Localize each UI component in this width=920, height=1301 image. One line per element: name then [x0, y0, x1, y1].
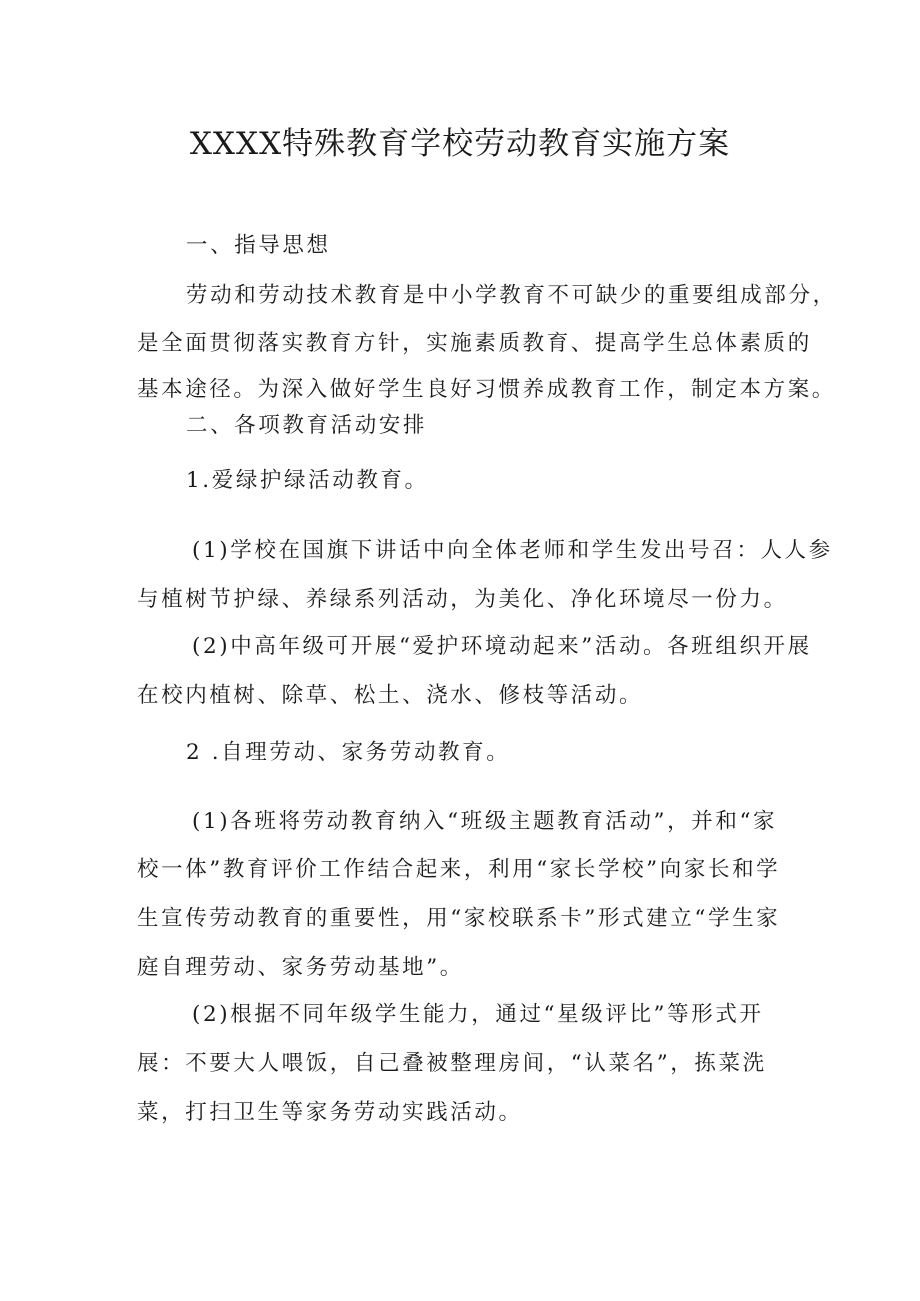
item1-sub1-line: 与植树节护绿、养绿系列活动，为美化、净化环境尽一份力。: [137, 587, 788, 612]
item2-sub2-line: (2)根据不同年级学生能力，通过“星级评比”等形式开: [192, 1002, 764, 1027]
item2-sub2-line: 菜，打扫卫生等家务劳动实践活动。: [137, 1100, 523, 1125]
item2-heading: 2 .自理劳动、家务劳动教育。: [186, 740, 511, 765]
item2-sub1-line: 生宣传劳动教育的重要性，用“家校联系卡”形式建立“学生家: [137, 906, 781, 931]
item1-heading: 1.爱绿护绿活动教育。: [186, 468, 429, 493]
item2-sub1-line: 庭自理劳动、家务劳动基地”。: [137, 955, 464, 980]
section1-paragraph-line: 基本途径。为深入做好学生良好习惯养成教育工作，制定本方案。: [137, 377, 836, 402]
item2-sub1-line: (1)各班将劳动教育纳入“班级主题教育活动”，并和“家: [192, 809, 778, 834]
section2-heading: 二、各项教育活动安排: [186, 413, 428, 438]
document-title: XXXX特殊教育学校劳动教育实施方案: [189, 126, 731, 162]
item1-sub2-line: 在校内植树、除草、松土、浇水、修枝等活动。: [137, 683, 644, 708]
item1-sub1-line: (1)学校在国旗下讲话中向全体老师和学生发出号召：人人参: [192, 538, 833, 563]
section1-heading: 一、指导思想: [186, 233, 331, 258]
item1-sub2-line: (2)中高年级可开展“爱护环境动起来”活动。各班组织开展: [192, 634, 812, 659]
item2-sub2-line: 展：不要大人喂饭，自己叠被整理房间，“认菜名”，拣菜洗: [137, 1051, 767, 1076]
section1-paragraph-line: 是全面贯彻落实教育方针，实施素质教育、提高学生总体素质的: [137, 331, 812, 356]
item2-sub1-line: 校一体”教育评价工作结合起来，利用“家长学校”向家长和学: [137, 857, 781, 882]
section1-paragraph-line: 劳动和劳动技术教育是中小学教育不可缺少的重要组成部分，: [186, 283, 837, 308]
